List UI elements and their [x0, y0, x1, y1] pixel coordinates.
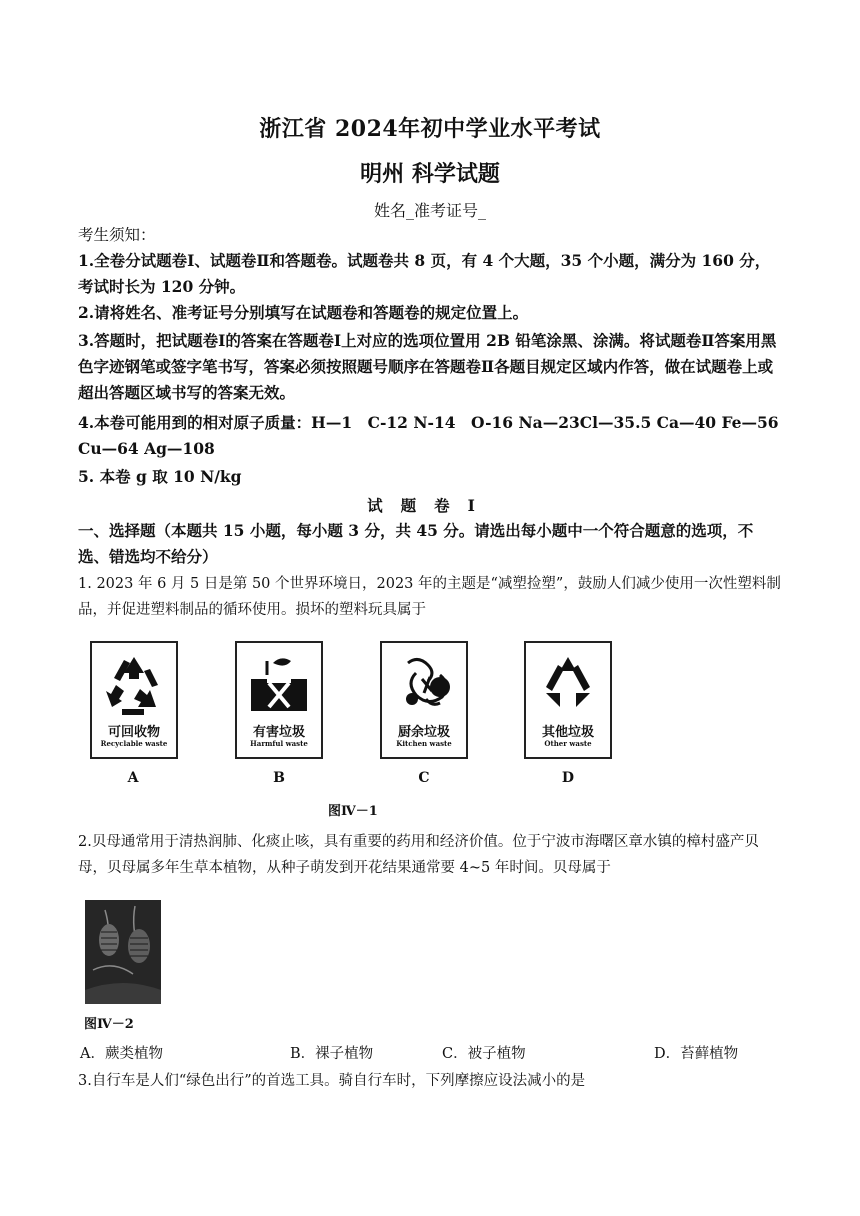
bin-label-zh: 厨余垃圾: [397, 725, 450, 740]
bin-letter-a: A: [127, 770, 139, 786]
bin-card-c: [380, 641, 468, 759]
question-2-text: 2.贝母通常用于清热润肺、化痰止咳，具有重要的药用和经济价值。位于宁波市海曙区章水镇的樟村盛产贝母，贝母属多年生草本植物，从种子萌发到开花结果通常要 4~5 年时间。贝母属于: [78, 834, 759, 876]
bin-label-zh: 有害垃圾: [252, 725, 305, 740]
bin-card-a: [90, 641, 178, 759]
option-b: B．裸子植物: [290, 1046, 374, 1062]
bin-label-zh: 其他垃圾: [541, 725, 594, 740]
bin-label-en: Kitchen waste: [396, 739, 452, 748]
other-waste-icon: [526, 649, 610, 717]
fritillaria-photo: [85, 900, 161, 1004]
name-id-line: 姓名_准考证号_: [373, 201, 486, 220]
notice-item-1: 1.全卷分试题卷Ⅰ、试题卷Ⅱ和答题卷。试题卷共 8 页，有 4 个大题，35 个小题，满分为 160 分，考试时长为 120 分钟。: [78, 251, 771, 296]
option-d: D．苔藓植物: [654, 1046, 739, 1062]
figure-2-caption: 图Ⅳ－2: [84, 1017, 134, 1032]
option-c: C．被子植物: [442, 1046, 526, 1062]
question-1-text: 1. 2023 年 6 月 5 日是第 50 个世界环境日，2023 年的主题是“减塑捡塑”，鼓励人们减少使用一次性塑料制品，并促进塑料制品的循环使用。损坏的塑料玩具属于: [78, 576, 781, 618]
recycle-icon: [92, 649, 176, 717]
bin-label-zh: 可回收物: [107, 725, 160, 740]
notice-heading: 考生须知：: [78, 226, 156, 244]
section-title: 试题卷I: [367, 496, 493, 515]
bin-label-en: Harmful waste: [250, 739, 308, 748]
exam-subtitle: 明州 科学试题: [360, 161, 500, 187]
part-heading: 一、选择题（本题共 15 小题，每小题 3 分，共 45 分。请选出每小题中一个符合题意的选项，不选、错选均不给分）: [78, 521, 754, 566]
bin-letter-b: B: [273, 770, 285, 786]
notice-item-3: 3.答题时，把试题卷Ⅰ的答案在答题卷Ⅰ上对应的选项位置用 2B 铅笔涂黑、涂满。将试题卷Ⅱ答案用黑色字迹钢笔或签字笔书写，答案必须按照题号顺序在答题卷Ⅱ各题目规定区域内作答，做在试题卷上或超出答题区域书写的答案无效。: [78, 331, 777, 402]
bin-card-d: [524, 641, 612, 759]
notice-item-5: 5. 本卷 g 取 10 N/kg: [78, 467, 242, 486]
exam-title: 浙江省 2024年初中学业水平考试: [259, 116, 601, 142]
kitchen-waste-icon: [382, 649, 466, 717]
question-3-text: 3.自行车是人们“绿色出行”的首选工具。骑自行车时，下列摩擦应设法减小的是: [78, 1073, 586, 1089]
notice-item-2: 2.请将姓名、准考证号分别填写在试题卷和答题卷的规定位置上。: [78, 303, 529, 322]
option-a: A．蕨类植物: [80, 1046, 163, 1062]
bin-letter-d: D: [561, 770, 575, 786]
figure-1-caption: 图Ⅳ－1: [328, 804, 378, 819]
bin-label-en: Recyclable waste: [100, 739, 168, 748]
bin-card-b: [235, 641, 323, 759]
bin-label-en: Other waste: [544, 739, 592, 748]
plant-photo-image: [85, 900, 161, 1004]
bin-letter-c: C: [418, 770, 430, 786]
notice-item-4: 4.本卷可能用到的相对原子质量：H—1 C-12 N-14 O-16 Na—23Cl—35.5 Ca—40 Fe—56 Cu—64 Ag—108: [78, 413, 779, 458]
harmful-waste-icon: [237, 649, 321, 717]
